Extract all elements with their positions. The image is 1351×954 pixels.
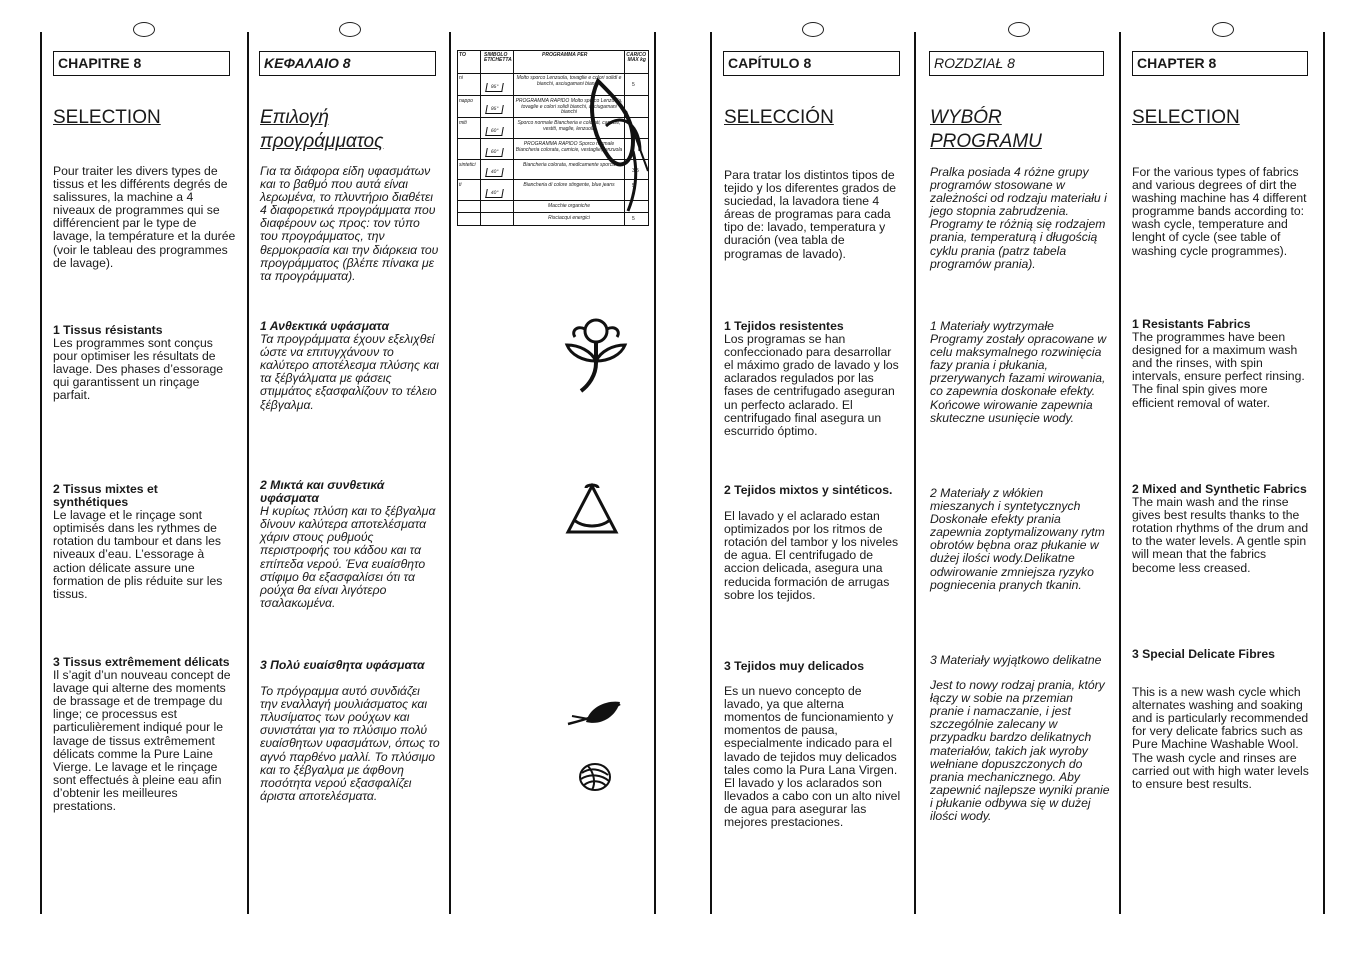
table-header-cell: TO [459, 52, 466, 58]
row-text: Biancheria colorata, medicamente sporca [523, 162, 615, 168]
section-2-heading: 2 Materiały z włókien mieszanych i syntetycznych [930, 486, 1081, 514]
section-1-heading: 1 Tejidos resistentes [724, 319, 844, 333]
column-divider [654, 32, 656, 914]
section-1-body: The programmes have been designed for a maximum wash and the rinses, with spin intervals, ensure perfect rinsing. The final spin gives more efficient removal of water. [1132, 330, 1305, 410]
wash-temp-symbol: 40° [485, 189, 504, 198]
section-2-heading: 2 Mixed and Synthetic Fabrics [1132, 482, 1307, 496]
section-1 [53, 324, 236, 403]
section-title: SELECTION [53, 107, 161, 128]
section-3-body: Il s’agit d’un nouveau concept de lavage qui alterne des moments de brassage et de trempage du linge; ce processus est particulièrement indiqué pour le lavage de tissus extrêmement délicats comme la Pure Laine Vierge. Le lavage et le rinçage sont effectués à pleine eau afin d’obtenir les meilleures prestations. [53, 668, 231, 814]
column-divider [914, 32, 916, 914]
intro-paragraph: Pralka posiada 4 różne grupy programów stosowane w zależności od rodzaju materiału i jego stopnia zabrudzenia. Programy te różnią się rodzajem prania, temperaturą i długością cyklu prania (patrz tabela programów prania). [930, 165, 1107, 271]
section-1-heading: 1 Tissus résistants [53, 323, 163, 337]
wash-temp-symbol: 40° [485, 168, 504, 177]
row-text: Molto sporco Lenzuola, tovaglie e colori solidi e bianchi, asciugamani bianchi [516, 75, 622, 87]
section-1-body: Programy zostały opracowane w celu maksymalnego rozwinięcia fazy prania i płukania, przerywanych fazami wirowania, co zapewnia doskonałe efekty. Końcowe wirowanie zapewnia skuteczne usunięcie wody. [930, 332, 1107, 425]
section-1 [260, 320, 440, 412]
section-2 [930, 487, 1110, 592]
section-3-body: This is a new wash cycle which alternates washing and soaking and is particularly recommended for very delicate fabrics such as Pure Machine Washable Wool. The wash cycle and rinses are carried out with high water levels to ensure best results. [1132, 685, 1309, 791]
section-2 [724, 484, 904, 602]
section-1 [930, 320, 1110, 425]
section-1-heading: 1 Resistants Fabrics [1132, 317, 1251, 331]
row-load: 3.5 [632, 168, 639, 174]
section-3-heading: 3 Tissus extrêmement délicats [53, 655, 230, 669]
triangle-symbol-icon [564, 482, 620, 538]
row-label: ni [459, 75, 463, 81]
intro-paragraph: Για τα διάφορα είδη υφασμάτων και το βαθμό που αυτά είναι λερωμένα, το πλυντήριο διαθέτει 4 διαφορετικά προγράμματα που διαφέρουν ως προς: τον τύπο του προγράμματος, την θερμοκρασία και την διάρκεια του προγράμματος (βλέπε πίνακα με τα προγράμματα). [260, 164, 439, 283]
binder-hole-mark [1008, 22, 1030, 37]
section-3-body: Το πρόγραμμα αυτό συνδιάζει την εναλλαγή μουλιάσματος και πλυσίματος των ρούχων και συνιστάται για το πλύσιμο πολύ ευαίσθητων υφασμάτων, όπως το αγνό παρθένο μαλλί. Το πλύσιμο και το ξέβγαλμα με άφθονη ποσότητα νερού εξασφαλίζει άριστα αποτελέσματα. [260, 684, 440, 803]
row-label: sintetici [459, 162, 476, 168]
section-2-body: The main wash and the rinse gives best results thanks to the rotation rhythms of the drum and to the water levels. A gentle spin will mean that the fabrics become less creased. [1132, 495, 1309, 575]
column-divider [449, 32, 451, 914]
table-header-cell: CARICO MAX kg [626, 52, 646, 63]
section-3-heading: 3 Tejidos muy delicados [724, 659, 864, 673]
section-1 [1132, 318, 1312, 410]
wash-temp-symbol: 95° [485, 83, 504, 92]
binder-hole-mark [802, 22, 824, 37]
section-2 [53, 483, 236, 601]
section-title: SELECTION [1132, 107, 1240, 128]
section-3 [260, 659, 440, 803]
column-divider [40, 32, 42, 914]
section-3-heading: 3 Materiały wyjątkowo delikatne [930, 653, 1102, 667]
section-1-heading: 1 Ανθεκτικά υφάσματα [260, 319, 390, 333]
section-3 [53, 656, 236, 813]
section-3 [724, 660, 904, 829]
section-1-body: Τα προγράμματα έχουν εξελιχθεί ώστε να επιτυγχάνουν το καλύτερο αποτέλεσμα πλύσης και τα ξέβγάλματα με φάσεις στιμμάτος εξασφαλίζουν το τέλειο ξέβγαλμα. [260, 332, 439, 412]
binder-hole-mark [339, 22, 361, 37]
intro-paragraph: Para tratar los distintos tipos de tejido y los diferentes grados de suciedad, la lavadora tiene 4 áreas de programas para cada tipo de: lavado, temperatura y duración (vea tabla de programas de lavado). [724, 168, 897, 261]
section-title: WYBÓR PROGRAMU [930, 107, 1042, 152]
pointer-hand-icon [578, 71, 650, 221]
column-divider [1323, 32, 1325, 914]
row-text: Sporco normale Biancheria e colorati, camicie, vestiti, maglie, lenzuola [517, 120, 621, 132]
row-load: 5 [632, 216, 635, 222]
chapter-heading: ΚΕΦΑΛΑΙΟ 8 [259, 51, 436, 76]
row-label: miti [459, 120, 467, 126]
row-text: Macchie organiche [548, 203, 590, 209]
section-title: Επιλογή προγράμματος [260, 107, 384, 152]
section-2-body: Doskonałe efekty prania zapewnia zoptymalizowany rytm obrotów bębna oraz płukanie w dużej ilości wody.Delikatne odwirowanie zmniejsza ryzyko pogniecenia pranych tkanin. [930, 512, 1105, 592]
column-divider [1119, 32, 1121, 914]
section-2-body: Η κυρίως πλύση και το ξέβγαλμα δίνουν καλύτερα αποτελέσματα χάριν στους ρυθμούς περιστροφής του κάδου και τα επίπεδα νερού. Ένα ευαίσθητο στίφιμο θα εξασφαλίσει ότι τα ρούχα θα είναι λιγότερο τσαλακωμένα. [260, 504, 436, 610]
section-2-body: Le lavage et le rinçage sont optimisés dans les rythmes de rotation du tambour et dans les niveaux d’eau. L’essorage à action délicate assure une formation de plis réduite sur les tissus. [53, 508, 223, 601]
binder-hole-mark [133, 22, 155, 37]
row-label: nappo [459, 98, 473, 104]
section-2 [260, 479, 440, 610]
wash-temp-symbol: 60° [485, 127, 504, 136]
section-3 [1132, 648, 1312, 791]
row-text: Biancheria di colore stingente, blue jeans [523, 182, 615, 188]
section-3-heading: 3 Πολύ ευαίσθητα υφάσματα [260, 658, 425, 672]
wash-temp-symbol: 95° [485, 105, 504, 114]
feather-icon [564, 698, 624, 734]
section-3-body: Es un nuevo concepto de lavado, ya que alterna momentos de funcionamiento y momentos de pausa, especialmente indicado para el lavado de tejidos muy delicados tales como la Pura Lana Virgen. El lavado y los aclarados son llevados a cabo con un alto nivel de agua para asegurar las mejores prestaciones. [724, 684, 901, 830]
section-2-body: El lavado y el aclarado estan optimizados por los ritmos de rotación del tambor y los niveles de agua. El centrifugado de accion delicada, asegura una reducida formación de arrugas sobre los tejidos. [724, 509, 899, 602]
section-2-heading: 2 Tejidos mixtos y sintéticos. [724, 483, 893, 497]
section-2-heading: 2 Μικτά και συνθετικά υφάσματα [260, 478, 385, 506]
section-1-heading: 1 Materiały wytrzymałe [930, 319, 1054, 333]
chapter-heading: CHAPITRE 8 [53, 51, 230, 76]
binder-hole-mark [1212, 22, 1234, 37]
column-divider [247, 32, 249, 914]
chapter-heading: CAPÍTULO 8 [723, 51, 900, 76]
row-text: PROGRAMMA RAPIDO Molto sporco Lenzuola, tovaglie e colori solidi bianchi, asciugamani bianchi [515, 98, 623, 115]
cotton-flower-icon [563, 315, 629, 395]
section-2-heading: 2 Tissus mixtes et synthétiques [53, 482, 158, 510]
section-1 [724, 320, 904, 438]
chapter-heading: CHAPTER 8 [1132, 51, 1308, 76]
column-divider [710, 32, 712, 914]
section-2 [1132, 483, 1312, 575]
row-load: 5 [632, 82, 635, 88]
chapter-heading: ROZDZIAŁ 8 [929, 51, 1104, 76]
section-1-body: Les programmes sont conçus pour optimiser les résultats de lavage. Des phases d’essorage qui garantissent un rinçage parfait. [53, 336, 224, 403]
wool-ball-icon [578, 761, 612, 793]
intro-paragraph: For the various types of fabrics and various degrees of dirt the washing machine has 4 different programme bands according to: wash cycle, temperature and lenght of cycle (see table of washing cycle programmes). [1132, 165, 1307, 258]
table-header-cell: PROGRAMMA PER [542, 52, 588, 58]
row-text: PROGRAMMA RAPIDO Sporco normale Biancheria colorata, camicie, vestaglie, lenzuola [515, 141, 623, 153]
row-text: Risciacqui energici [548, 215, 590, 221]
row-load: 5 [632, 183, 635, 189]
programme-table [457, 50, 649, 226]
intro-paragraph: Pour traiter les divers types de tissus et les différents degrés de salissures, la machine a 4 niveaux de programmes qui se différencient par le type de lavage, la température et la durée (voir le tableau des programmes de lavage). [53, 164, 236, 270]
section-title: SELECCIÓN [724, 107, 834, 128]
section-3-heading: 3 Special Delicate Fibres [1132, 647, 1275, 661]
table-header-cell: SIMBOLO ETICHETTA [484, 52, 512, 63]
section-3-body: Jest to nowy rodzaj prania, który łączy w sobie na przemian pranie i namaczanie, i jest szczególnie zalecany w przypadku bardzo delikatnych materiałów, takich jak wyroby wełniane dopuszczonych do prania mechanicznego. Aby zapewnić najlepsze wyniki pranie i płukanie odbywa się w dużej ilości wody. [930, 678, 1110, 824]
section-3 [930, 654, 1110, 823]
section-1-body: Los programas se han confeccionado para desarrollar el máximo grado de lavado y los aclarados regulados por las fases de centrifugado aseguran un perfecto aclarado. El centrifugado final asegura un escurrido óptimo. [724, 332, 899, 438]
row-label: ti [459, 182, 462, 188]
wash-temp-symbol: 60° [485, 148, 504, 157]
